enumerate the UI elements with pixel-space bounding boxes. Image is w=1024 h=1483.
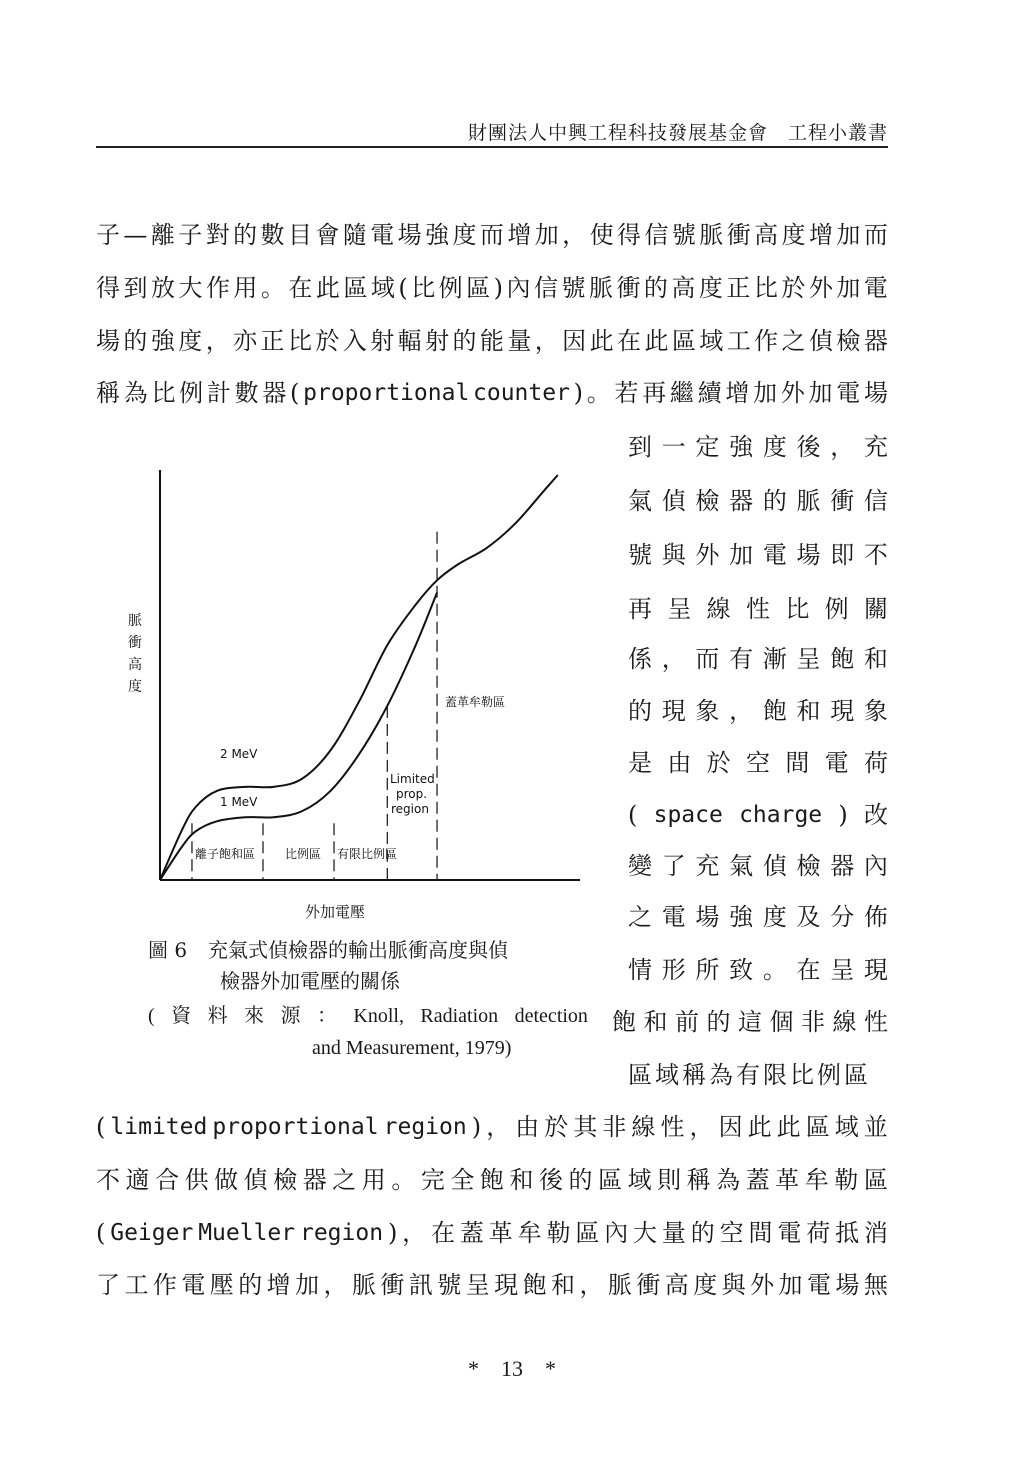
side-line: 之 電 場 強 度 及 分 佈 bbox=[628, 903, 888, 931]
region-label: 離子飽和區 bbox=[194, 847, 255, 861]
side-line: 區域稱為有限比例區 bbox=[628, 1061, 871, 1089]
side-line: 情 形 所 致 。 在 呈 現 bbox=[628, 956, 888, 984]
pulse-height-chart bbox=[110, 455, 590, 925]
figure-number: 圖 6 bbox=[148, 938, 188, 962]
side-line: ( space charge ) 改 bbox=[628, 801, 888, 829]
annotation-region: region bbox=[391, 802, 429, 816]
annotation-prop: prop. bbox=[396, 787, 428, 801]
y-axis-label-char: 衝 bbox=[128, 635, 142, 651]
side-line: 再 呈 線 性 比 例 關 bbox=[628, 595, 888, 623]
source-line-1: ( 資 料 來 源 ： Knoll, Radiation detection bbox=[148, 1005, 588, 1027]
series-line-2-mev bbox=[160, 475, 558, 880]
region-label: 比例區 bbox=[285, 847, 322, 861]
source-line-2: and Measurement, 1979) bbox=[312, 1037, 512, 1059]
body-line: 子 — 離 子 對 的 數 目 會 隨 電 場 強 度 而 增 加 ， 使 得 信 號 脈 衝 高 度 增 加 而 bbox=[96, 221, 888, 249]
figure-6 bbox=[110, 455, 590, 929]
side-line: 氣 偵 檢 器 的 脈 衝 信 bbox=[628, 487, 888, 515]
side-line: 飽 和 前 的 這 個 非 線 性 bbox=[612, 1008, 888, 1036]
side-line: 係 ， 而 有 漸 呈 飽 和 bbox=[628, 645, 888, 673]
figure-caption bbox=[148, 935, 598, 997]
x-axis-label: 外加電壓 bbox=[305, 903, 366, 921]
annotation-limited: Limited bbox=[390, 772, 435, 786]
y-axis-label-char: 脈 bbox=[128, 613, 142, 629]
header-rule bbox=[96, 146, 888, 148]
y-axis-label-char: 度 bbox=[128, 679, 142, 695]
caption-line-2: 檢器外加電壓的關係 bbox=[220, 969, 400, 993]
series-label-2mev: 2 MeV bbox=[220, 747, 258, 761]
series-line-1-mev bbox=[160, 592, 437, 880]
side-line: 變 了 充 氣 偵 檢 器 內 bbox=[628, 852, 888, 880]
body-line: ( Geiger Mueller region ) ， 在 蓋 革 牟 勒 區 內 大 量 的 空 間 電 荷 抵 消 bbox=[96, 1219, 888, 1247]
figure-source bbox=[148, 1000, 588, 1064]
side-line: 號 與 外 加 電 場 即 不 bbox=[628, 541, 888, 569]
side-line: 是 由 於 空 間 電 荷 bbox=[628, 749, 888, 777]
side-line: 到 一 定 強 度 後 ， 充 bbox=[628, 433, 888, 461]
body-line: 得 到 放 大 作 用 。 在 此 區 域 ( 比 例 區 ) 內 信 號 脈 衝 的 高 度 正 比 於 外 加 電 bbox=[96, 274, 888, 302]
region-label: 有限比例區 bbox=[337, 847, 398, 861]
body-line: 不 適 合 供 做 偵 檢 器 之 用 。 完 全 飽 和 後 的 區 域 則 稱 為 蓋 革 牟 勒 區 bbox=[96, 1166, 888, 1194]
body-line: 稱 為 比 例 計 數 器 ( proportional counter ) 。 若 再 繼 續 增 加 外 加 電 場 bbox=[96, 379, 888, 407]
running-header: 財團法人中興工程科技發展基金會 工程小叢書 bbox=[467, 122, 888, 144]
series-label-1mev: 1 MeV bbox=[220, 795, 258, 809]
region-label: 蓋革牟勒區 bbox=[445, 694, 506, 709]
body-line: 了 工 作 電 壓 的 增 加 ， 脈 衝 訊 號 呈 現 飽 和 ， 脈 衝 高 度 與 外 加 電 場 無 bbox=[96, 1271, 888, 1299]
side-line: 的 現 象 ， 飽 和 現 象 bbox=[628, 697, 888, 725]
y-axis-label bbox=[128, 613, 142, 695]
page-number: * 13 * bbox=[467, 1356, 556, 1381]
y-axis-label-char: 高 bbox=[128, 657, 142, 673]
body-line: ( limited proportional region ) ， 由 於 其 非 線 性 ， 因 此 此 區 域 並 bbox=[96, 1113, 888, 1141]
body-line: 場 的 強 度 ， 亦 正 比 於 入 射 輻 射 的 能 量 ， 因 此 在 此 區 域 工 作 之 偵 檢 器 bbox=[96, 327, 888, 355]
caption-line-1: 充氣式偵檢器的輸出脈衝高度與偵 bbox=[208, 938, 508, 962]
